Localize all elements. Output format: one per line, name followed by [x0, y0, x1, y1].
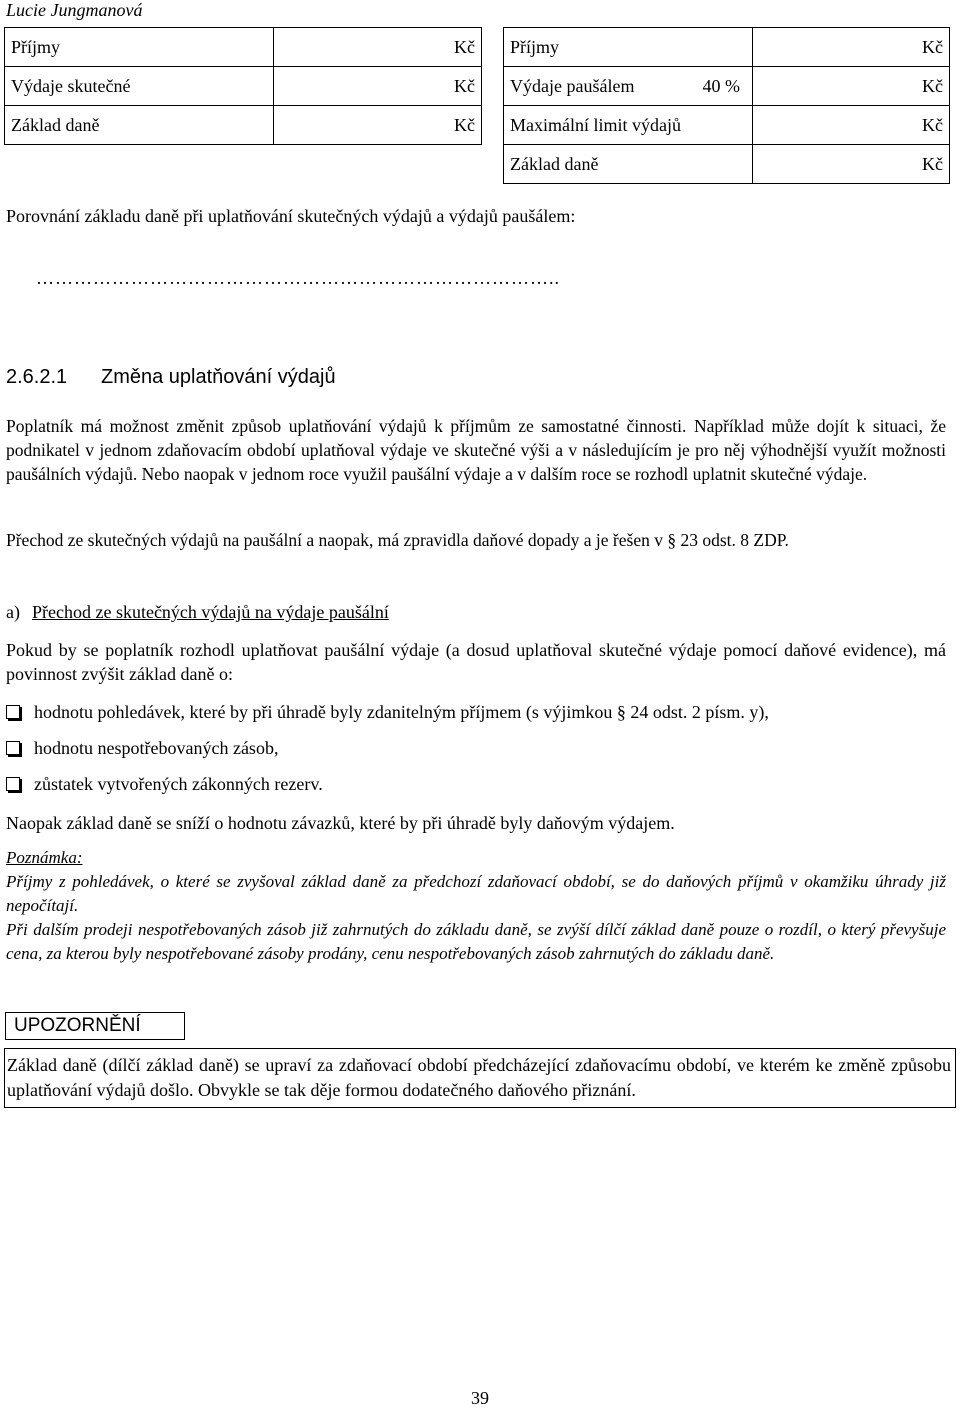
note-text: Při dalším prodeji nespotřebovaných zásob již zahrnutých do základu daně, se zvýší dílčí základ daně pouze o rozdíl, o který převyšuje cena, za kterou byly nespotřebované zásoby prodány, cenu nespotřebovaných zásob zahrnutých do základu daně. — [6, 920, 946, 963]
table-row — [5, 67, 482, 106]
row-label: Příjmy — [510, 36, 560, 57]
paragraph-tax-impact: Přechod ze skutečných výdajů na paušální a naopak, má zpravidla daňové dopady a je řešen v § 23 odst. 8 ZDP. — [6, 530, 789, 550]
table-cell-label — [504, 67, 753, 106]
section-title: Změna uplatňování výdajů — [101, 366, 336, 388]
section-heading — [6, 366, 336, 389]
fill-in-dotted-line: ……………………………………………………………………….. — [36, 268, 560, 288]
note-text: Příjmy z pohledávek, o které se zvyšoval základ daně za předchozí zdaňovací období, se do daňových příjmů v okamžiku úhrady již nepočítají. — [6, 872, 946, 915]
note-title: Poznámka: — [6, 848, 83, 867]
list-item — [6, 774, 323, 795]
table-cell-label: Výdaje skutečné — [5, 67, 274, 106]
list-item-text: hodnotu nespotřebovaných zásob, — [34, 738, 279, 758]
subheading-letter: a) — [6, 602, 20, 622]
subheading — [6, 602, 389, 623]
list-item — [6, 702, 769, 723]
warning-label: UPOZORNĚNÍ — [5, 1012, 185, 1040]
list-item-text: hodnotu pohledávek, které by při úhradě byly zdanitelným příjmem (s výjimkou § 24 odst. 2 písm. y), — [34, 702, 769, 722]
table-row — [5, 106, 482, 145]
page-number: 39 — [471, 1388, 489, 1408]
row-label: Výdaje paušálem — [510, 75, 635, 96]
section-number: 2.6.2.1 — [6, 366, 68, 388]
percentage-value: 40 % — [702, 75, 740, 96]
table-row — [5, 28, 482, 67]
comparison-prompt: Porovnání základu daně při uplatňování skutečných výdajů a výdajů paušálem: — [6, 206, 576, 226]
table-row — [504, 28, 950, 67]
paragraph-decrease: Naopak základ daně se sníží o hodnotu závazků, které by při úhradě byly daňovým výdajem. — [6, 813, 675, 833]
paragraph-obligation: Pokud by se poplatník rozhodl uplatňovat paušální výdaje (a dosud uplatňoval skutečné výdaje pomocí daňové evidence), má povinnost zvýšit základ daně o: — [6, 640, 946, 684]
checkbox-bullet-icon — [6, 741, 20, 755]
warning-box: Základ daně (dílčí základ daně) se upraví za zdaňovací období předcházející zdaňovacímu období, ve kterém ke změně způsobu uplatňování výdajů došlo. Obvykle se tak děje formou dodatečného daňového přiznání. — [4, 1048, 956, 1108]
table-cell-unit: Kč — [274, 67, 482, 106]
table-row — [504, 145, 950, 184]
table-cell-unit: Kč — [753, 145, 950, 184]
list-item — [6, 738, 278, 759]
table-cell-label — [504, 106, 753, 145]
calc-table-actual-expenses — [4, 27, 482, 145]
table-row — [504, 67, 950, 106]
table-cell-label: Příjmy — [5, 28, 274, 67]
table-cell-unit: Kč — [274, 106, 482, 145]
table-cell-unit: Kč — [753, 106, 950, 145]
table-cell-label — [504, 145, 753, 184]
author-name: Lucie Jungmanová — [6, 0, 143, 20]
calc-table-flat-rate-expenses — [503, 27, 950, 184]
checkbox-bullet-icon — [6, 705, 20, 719]
row-label: Maximální limit výdajů — [510, 114, 681, 135]
table-cell-label: Základ daně — [5, 106, 274, 145]
checkbox-bullet-icon — [6, 777, 20, 791]
table-cell-unit: Kč — [753, 67, 950, 106]
table-cell-unit: Kč — [274, 28, 482, 67]
table-cell-unit: Kč — [753, 28, 950, 67]
list-item-text: zůstatek vytvořených zákonných rezerv. — [34, 774, 323, 794]
table-cell-label — [504, 28, 753, 67]
paragraph-intro: Poplatník má možnost změnit způsob uplatňování výdajů k příjmům ze samostatné činnosti. Například může dojít k situaci, že podnikatel v jednom zdaňovacím období uplatňoval výdaje ve skutečné výši a v následujícím je pro něj výhodnější využít možnosti paušálních výdajů. Nebo naopak v jednom roce využil paušální výdaje a v dalším roce se rozhodl uplatnit skutečné výdaje. — [6, 416, 946, 484]
subheading-text: Přechod ze skutečných výdajů na výdaje paušální — [31, 602, 389, 622]
table-row — [504, 106, 950, 145]
row-label: Základ daně — [510, 153, 599, 174]
